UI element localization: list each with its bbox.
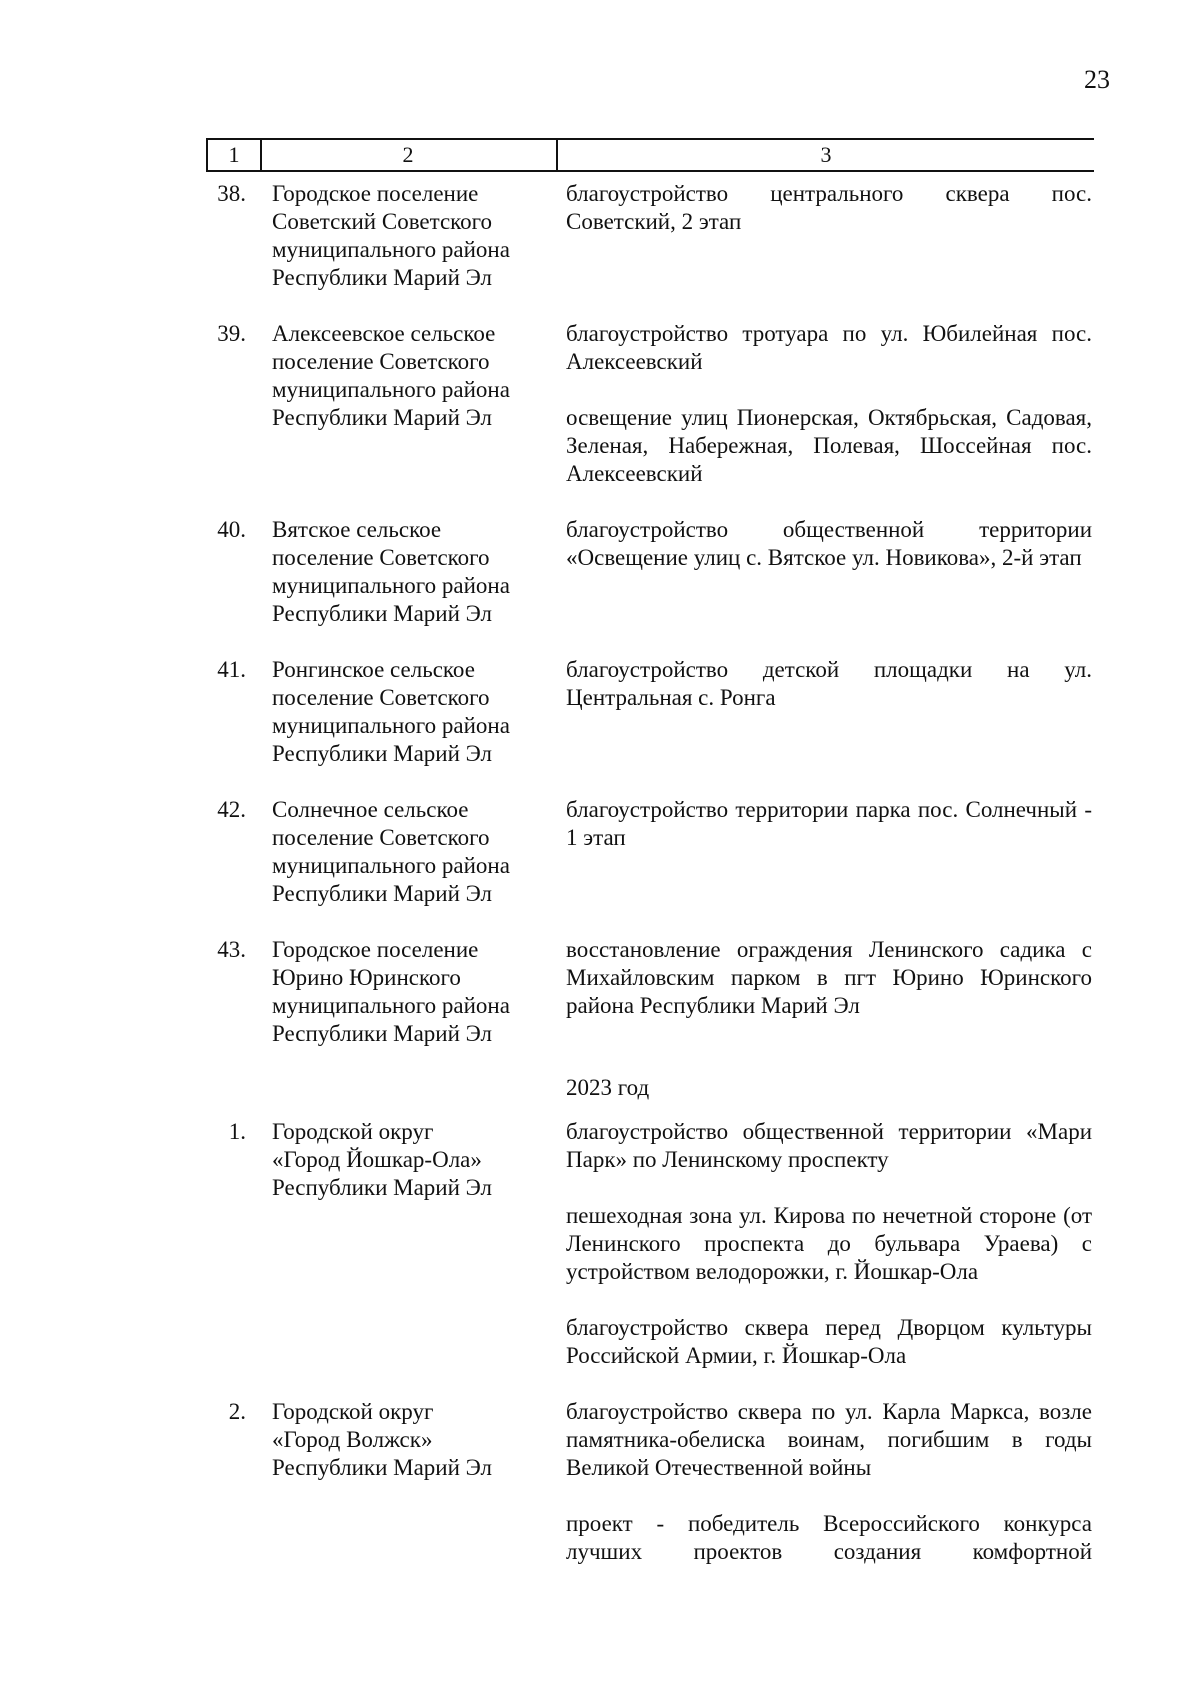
municipality-line: муниципального района bbox=[272, 573, 510, 598]
municipality-line: Вятское сельское bbox=[272, 517, 442, 542]
municipality-line: Городской округ bbox=[272, 1119, 434, 1144]
municipality-line: муниципального района bbox=[272, 993, 510, 1018]
municipality-line: Городское поселение bbox=[272, 181, 479, 206]
work-description: благоустройство детской площадки на ул. Центральная с. Ронга bbox=[566, 657, 1092, 710]
work-description: благоустройство тротуара по ул. Юбилейная пос. Алексеевский bbox=[566, 321, 1092, 374]
row-number: 40. bbox=[217, 517, 246, 542]
municipality-line: Республики Марий Эл bbox=[272, 1455, 493, 1480]
year-heading: 2023 год bbox=[566, 1075, 650, 1100]
municipality-line: поселение Советского bbox=[272, 349, 490, 374]
municipality-line: Алексеевское сельское bbox=[272, 321, 496, 346]
municipality-line: Республики Марий Эл bbox=[272, 265, 493, 290]
column-header-3: 3 bbox=[820, 142, 832, 167]
row-number: 39. bbox=[217, 321, 246, 346]
work-description: освещение улиц Пионерская, Октябрьская, Садовая, Зеленая, Набережная, Полевая, Шоссейная пос. Алексеевский bbox=[566, 405, 1092, 486]
municipality-line: муниципального района bbox=[272, 713, 510, 738]
municipality-line: «Город Йошкар-Ола» bbox=[272, 1147, 482, 1172]
municipality-name bbox=[272, 1398, 542, 1482]
work-description: благоустройство сквера перед Дворцом культуры Российской Армии, г. Йошкар-Ола bbox=[566, 1315, 1092, 1368]
work-description: благоустройство общественной территории «Освещение улиц с. Вятское ул. Новикова», 2-й этап bbox=[566, 517, 1092, 570]
municipality-line: муниципального района bbox=[272, 377, 510, 402]
municipality-line: Советский Советского bbox=[272, 209, 493, 234]
work-description: благоустройство центрального сквера пос. Советский, 2 этап bbox=[566, 181, 1092, 234]
work-description: пешеходная зона ул. Кирова по нечетной стороне (от Ленинского проспекта до бульвара Ураева) с устройством велодорожки, г. Йошкар-Ола bbox=[566, 1203, 1092, 1284]
row-number: 38. bbox=[217, 181, 246, 206]
municipality-line: Республики Марий Эл bbox=[272, 1021, 493, 1046]
municipality-line: Республики Марий Эл bbox=[272, 1175, 493, 1200]
municipality-line: Городское поселение bbox=[272, 937, 479, 962]
page-number: 23 bbox=[1084, 65, 1110, 94]
row-number: 42. bbox=[217, 797, 246, 822]
municipality-name bbox=[272, 180, 542, 292]
municipality-name bbox=[272, 516, 542, 628]
municipality-line: муниципального района bbox=[272, 853, 510, 878]
municipality-name bbox=[272, 936, 542, 1048]
municipality-line: поселение Советского bbox=[272, 545, 490, 570]
municipality-line: Республики Марий Эл bbox=[272, 741, 493, 766]
municipality-name bbox=[272, 320, 542, 432]
work-description: проект - победитель Всероссийского конкурса лучших проектов создания комфортной bbox=[566, 1511, 1092, 1564]
municipality-name bbox=[272, 656, 542, 768]
municipality-line: Солнечное сельское bbox=[272, 797, 469, 822]
column-header-1: 1 bbox=[206, 140, 262, 170]
work-description: благоустройство территории парка пос. Солнечный - 1 этап bbox=[566, 797, 1092, 850]
municipality-line: «Город Волжск» bbox=[272, 1427, 433, 1452]
municipality-line: Республики Марий Эл bbox=[272, 405, 493, 430]
row-number: 43. bbox=[217, 937, 246, 962]
municipality-line: Республики Марий Эл bbox=[272, 881, 493, 906]
work-description: восстановление ограждения Ленинского садика с Михайловским парком в пгт Юрино Юринского района Республики Марий Эл bbox=[566, 937, 1092, 1018]
row-number: 41. bbox=[217, 657, 246, 682]
municipality-line: Юрино Юринского bbox=[272, 965, 461, 990]
municipality-line: поселение Советского bbox=[272, 825, 490, 850]
municipality-line: муниципального района bbox=[272, 237, 510, 262]
work-description: благоустройство общественной территории «Мари Парк» по Ленинскому проспекту bbox=[566, 1119, 1092, 1172]
municipality-line: Республики Марий Эл bbox=[272, 601, 493, 626]
table-column-header bbox=[206, 138, 1094, 172]
row-number: 2. bbox=[228, 1399, 246, 1424]
municipality-name bbox=[272, 1118, 542, 1202]
municipality-line: Городской округ bbox=[272, 1399, 434, 1424]
municipality-line: Ронгинское сельское bbox=[272, 657, 475, 682]
column-header-2: 2 bbox=[260, 140, 558, 170]
municipality-line: поселение Советского bbox=[272, 685, 490, 710]
municipality-name bbox=[272, 796, 542, 908]
row-number: 1. bbox=[228, 1119, 246, 1144]
work-description: благоустройство сквера по ул. Карла Маркса, возле памятника-обелиска воинам, погибшим в годы Великой Отечественной войны bbox=[566, 1399, 1092, 1480]
